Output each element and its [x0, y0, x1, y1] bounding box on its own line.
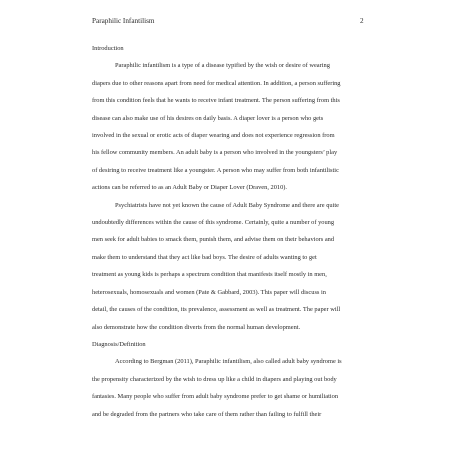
- diagnosis-paragraph-1: [92, 353, 372, 423]
- text-line: also demonstrate how the condition diverts from the normal human development.: [92, 323, 301, 331]
- text-line: treatment as young kids is perhaps a spectrum condition that manifests itself mostly in men,: [92, 271, 327, 279]
- text-line: make them to understand that they act like bad boys. The desire of adults wanting to get: [92, 253, 317, 261]
- text-line: and be degraded from the partners who take care of them rather than failing to fulfill their: [92, 410, 322, 418]
- text-line: diapers due to other reasons apart from need for medical attention. In addition, a person suffering: [92, 79, 341, 87]
- text-line: fantasies. Many people who suffer from adult baby syndrome prefer to get shame or humiliation: [92, 393, 339, 401]
- section-heading-introduction: Introduction: [92, 45, 124, 52]
- introduction-paragraph-2: [92, 197, 372, 336]
- page-number: 2: [360, 17, 364, 25]
- text-line: detail, the causes of the condition, its prevalence, assessment as well as treatment. The paper will: [92, 306, 341, 314]
- document-body: [92, 40, 372, 423]
- text-line: heterosexuals, homosexuals and women (Pate & Gabbard, 2003). This paper will discuss in: [92, 288, 326, 296]
- text-line: disease can also make use of his desires on daily basis. A diaper lover is a person who gets: [92, 114, 324, 122]
- text-line: the propensity characterized by the wish to dress up like a child in diapers and playing out body: [92, 375, 337, 383]
- running-head: Paraphilic Infantilism: [92, 17, 155, 25]
- text-line: Psychiatrists have not yet known the cause of Adult Baby Syndrome and there are quite: [115, 201, 339, 209]
- text-line: undoubtedly differences within the cause of this syndrome. Certainly, quite a number of young: [92, 219, 335, 227]
- text-line: According to Bergman (2011), Paraphilic infantilism, also called adult baby syndrome is: [115, 358, 342, 366]
- section-heading-diagnosis: Diagnosis/Definition: [92, 340, 146, 348]
- text-line: his fellow community members. An adult baby is a person who involved in the youngsters’ play: [92, 149, 338, 157]
- text-line: involved in the sexual or erotic acts of diaper wearing and does not experience regression from: [92, 132, 335, 140]
- text-line: from this condition feels that he wants to receive infant treatment. The person suffering from this: [92, 97, 340, 105]
- text-line: of desiring to receive treatment like a youngster. A person who may suffer from both infantilistic: [92, 166, 339, 174]
- text-line: men seek for adult babies to smack them, punish them, and advise them on their behaviors and: [92, 236, 335, 244]
- text-line: Paraphilic infantilism is a type of a disease typified by the wish or desire of wearing: [115, 62, 330, 70]
- introduction-paragraph-1: [92, 57, 372, 196]
- text-line: actions can be referred to as an Adult Baby or Diaper Lover (Draven, 2010).: [92, 184, 288, 192]
